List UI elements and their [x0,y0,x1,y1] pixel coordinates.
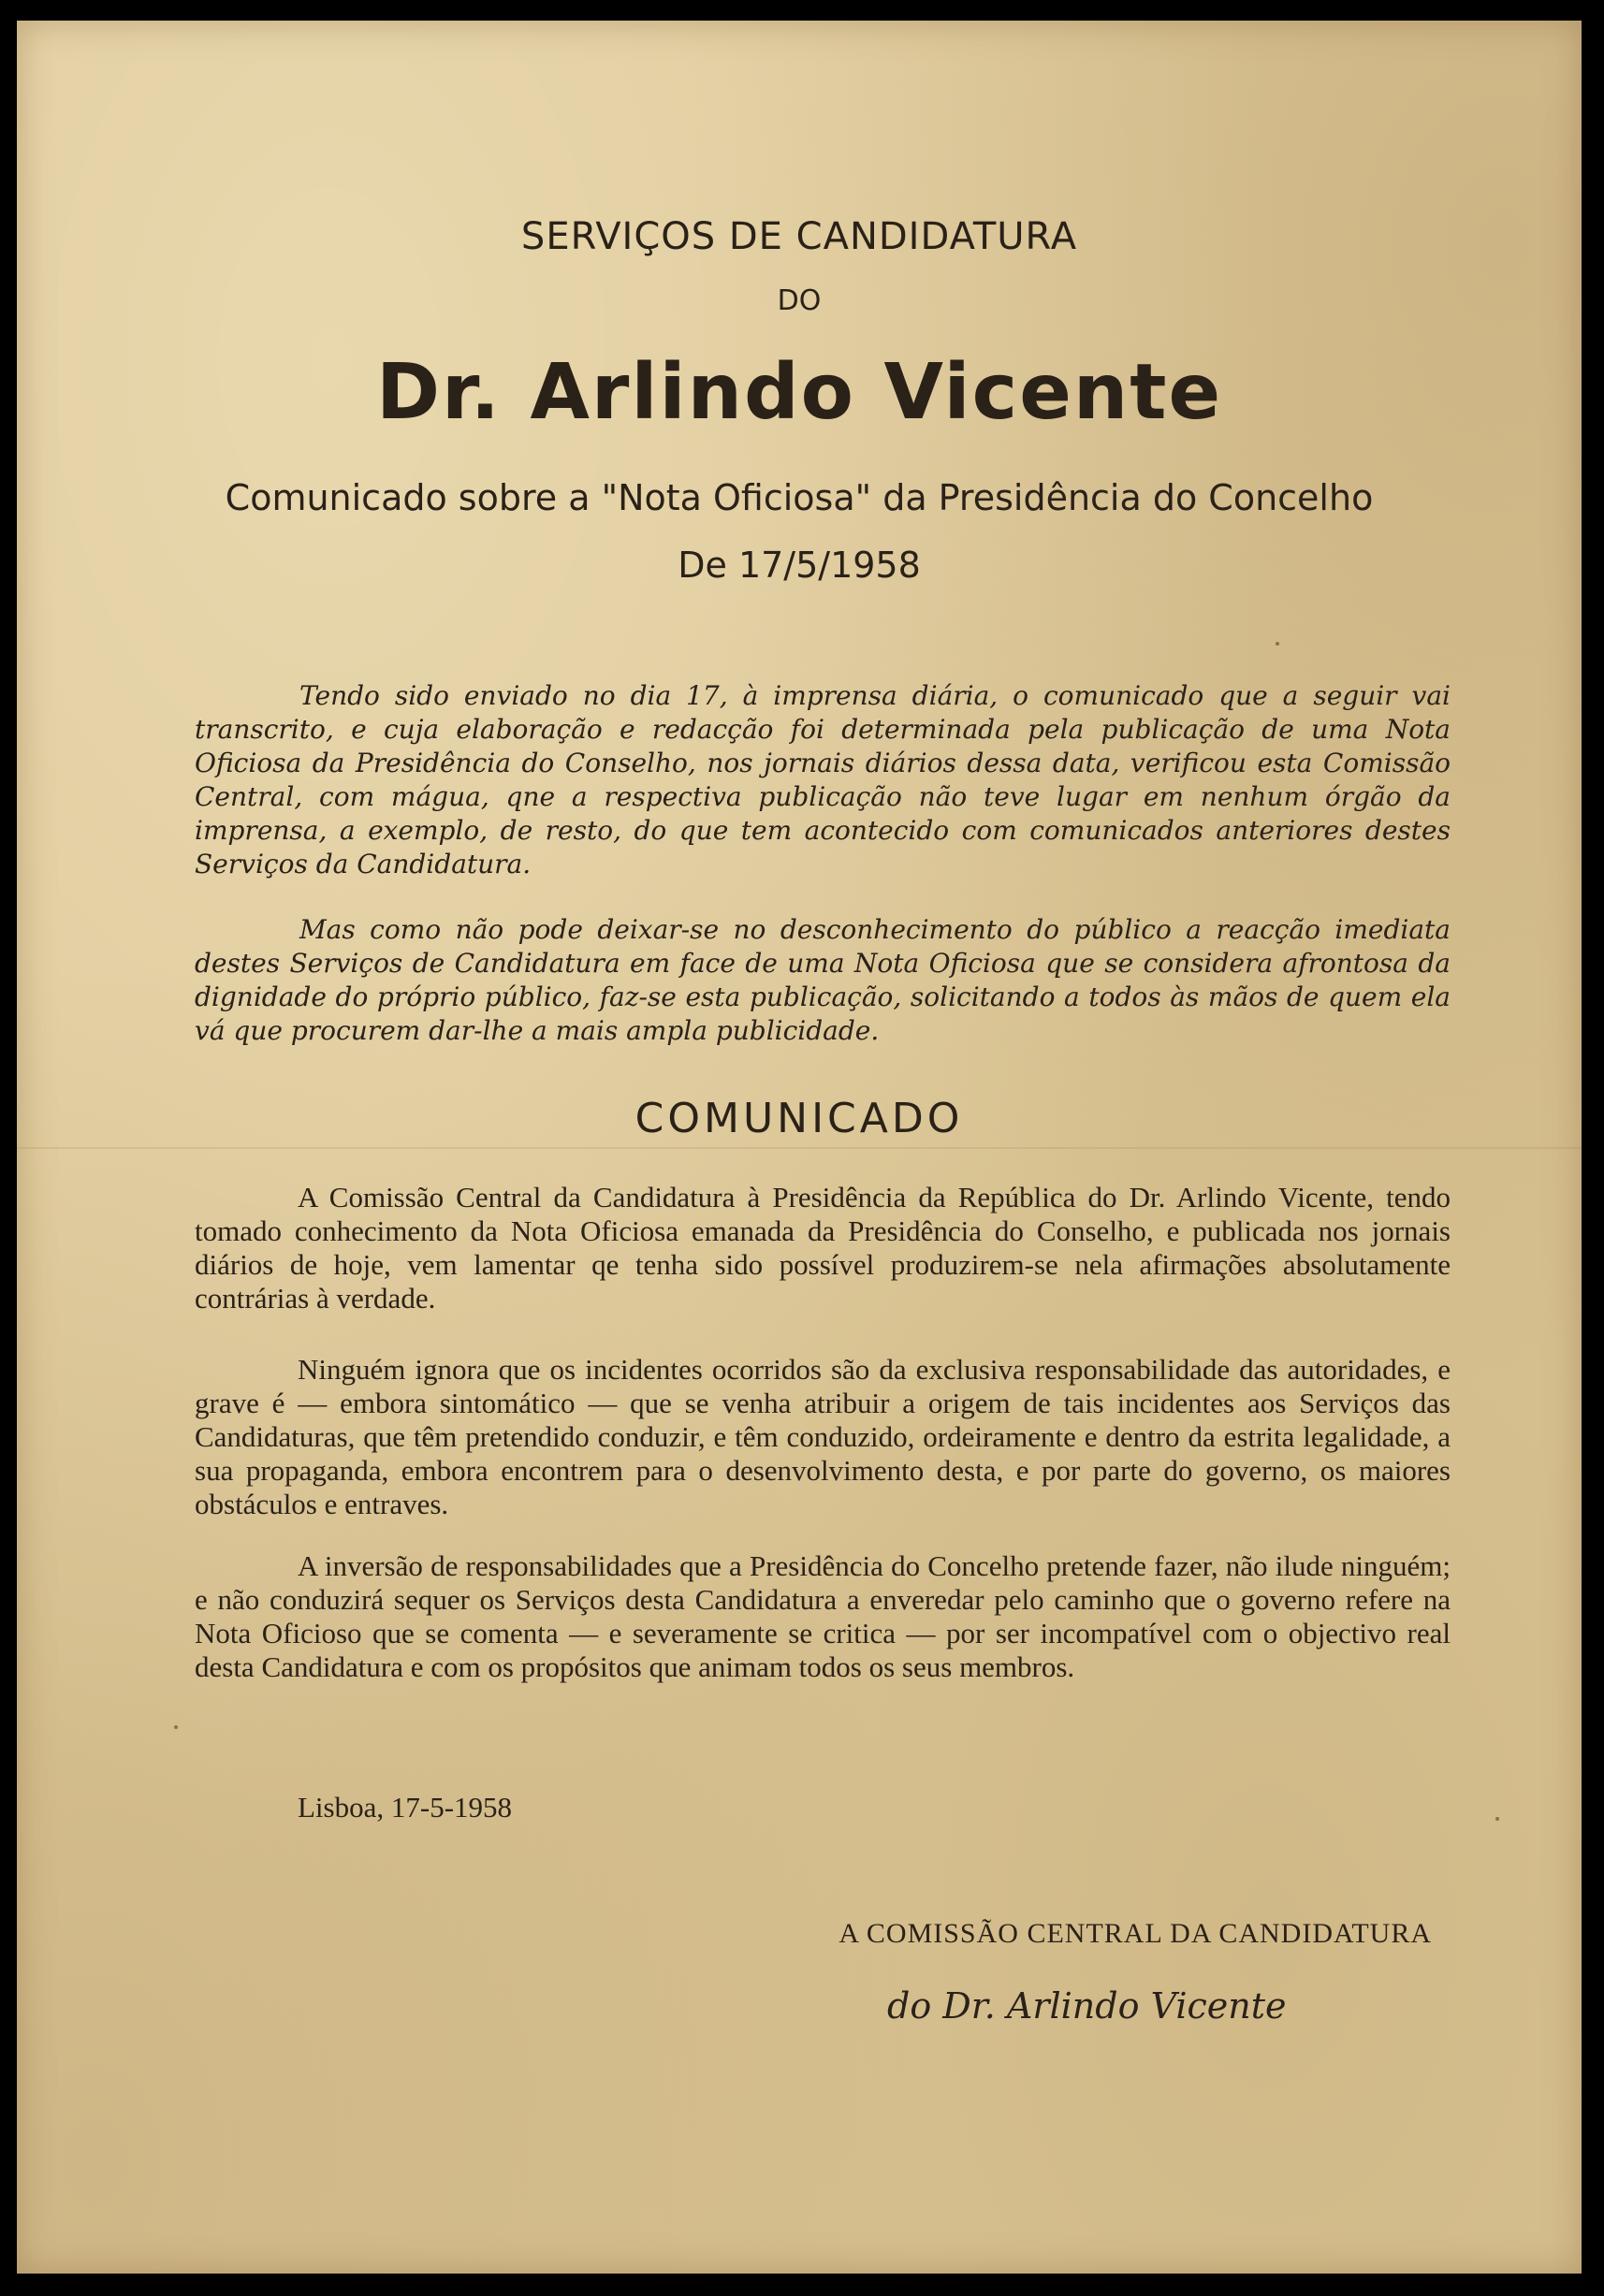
header-do: DO [777,284,822,317]
comunicado-heading: COMUNICADO [634,1095,964,1142]
header-subtitle: Comunicado sobre a "Nota Oficiosa" da Presidência do Concelho [225,477,1374,518]
intro-paragraph-2: Mas como não pode deixar-se no desconhecimento do público a reacção imediata destes Serviços de Candidatura em face de uma Nota Oficiosa que se considera afrontosa da dignidade do próprio público, faz-se esta publicação, solicitando a todos às mãos de quem ela vá que procurem dar-lhe a mais ampla publicidade. [195,914,1451,1046]
paper-speck [1495,1817,1499,1821]
comunicado-paragraph-3: A inversão de responsabilidades que a Presidência do Concelho pretende fazer, não ilude ninguém; e não conduzirá sequer os Serviços desta Candidatura a enveredar pelo caminho que o governo refere na Nota Oficioso que se comenta — e severamente se critica — por ser incompatível com o objectivo real desta Candidatura e com os propósitos que animam todos os seus membros. [195,1549,1451,1683]
header-candidate-name: Dr. Arlindo Vicente [375,348,1223,437]
paper-fold-line [17,1147,1582,1149]
comunicado-paragraph-1: A Comissão Central da Candidatura à Presidência da República do Dr. Arlindo Vicente, tendo tomado conhecimento da Nota Oficiosa emanada da Presidência do Conselho, e publicada nos jornais diários de hoje, vem lamentar qe tenha sido possível produzirem-se nela afirmações absolutamente contrárias à verdade. [195,1181,1451,1315]
place-and-date: Lisboa, 17-5-1958 [298,1791,513,1824]
intro-paragraph-1: Tendo sido enviado no dia 17, à imprensa diária, o comunicado que a seguir vai transcrito, e cuja elaboração e redacção foi determinada pela publicação de uma Nota Oficiosa da Presidência do Conselho, nos jornais diários dessa data, verificou esta Comissão Central, com mágua, qne a respectiva publicação não teve lugar em nenhum órgão da imprensa, a exemplo, de resto, do que tem acontecido com comunicados anteriores destes Serviços da Candidatura. [195,680,1451,879]
header-date: De 17/5/1958 [678,545,921,586]
signature-organization: A COMISSÃO CENTRAL DA CANDIDATURA [838,1918,1432,1949]
paper-speck [174,1725,178,1729]
document-sheet [17,21,1582,2274]
comunicado-paragraph-2: Ninguém ignora que os incidentes ocorridos são da exclusiva responsabilidade das autoridades, e grave é — embora sintomático — que se venha atribuir a origem de tais incidentes aos Serviços das Candidaturas, que têm pretendido conduzir, e têm conduzido, ordeiramente e dentro da estrita legalidade, a sua propaganda, embora encontrem para o desenvolvimento desta, e por parte do governo, os maiores obstáculos e entraves. [195,1353,1451,1520]
signature-candidate: do Dr. Arlindo Vicente [887,1985,1287,2027]
header-services: SERVIÇOS DE CANDIDATURA [520,215,1078,258]
paper-speck [1276,642,1279,646]
